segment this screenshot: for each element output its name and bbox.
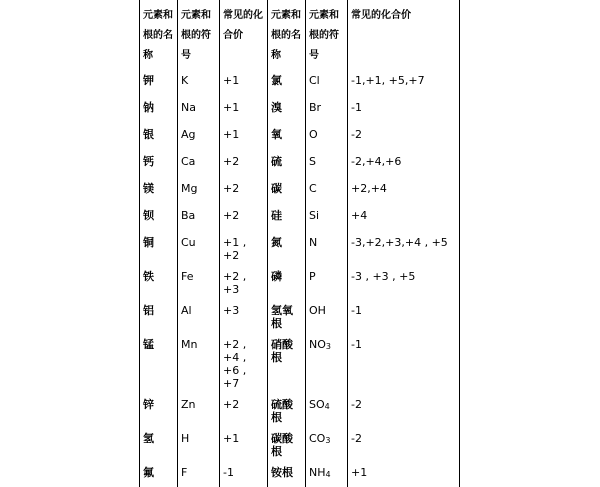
table-row [140, 460, 460, 487]
right-name-cell: 碳 [268, 176, 306, 203]
table-row [140, 426, 460, 460]
right-symbol-cell: C [306, 176, 348, 203]
left-symbol-cell: Cu [178, 230, 220, 264]
symbol-subscript: 3 [325, 436, 331, 445]
right-name-cell: 氢氧根 [268, 298, 306, 332]
right-valence-cell: -2 [348, 122, 460, 149]
right-name-cell: 氮 [268, 230, 306, 264]
left-symbol-cell: Mg [178, 176, 220, 203]
right-name-cell: 碳酸根 [268, 426, 306, 460]
right-name-cell: 铵根 [268, 460, 306, 487]
left-name-cell: 氟 [140, 460, 178, 487]
valence-table [139, 0, 460, 487]
left-symbol-cell: Ba [178, 203, 220, 230]
symbol-base: CO [309, 432, 326, 445]
header-valence-right: 常见的化合价 [348, 0, 460, 68]
right-name-cell: 溴 [268, 95, 306, 122]
table-row [140, 264, 460, 298]
right-valence-cell: -3,+2,+3,+4 , +5 [348, 230, 460, 264]
left-valence-cell: +2 , +3 [220, 264, 268, 298]
header-symbol-left: 元素和根的符号 [178, 0, 220, 68]
left-name-cell: 铁 [140, 264, 178, 298]
right-name-cell: 硝酸根 [268, 332, 306, 392]
left-symbol-cell: Ca [178, 149, 220, 176]
left-name-cell: 钙 [140, 149, 178, 176]
symbol-base: NO [309, 338, 326, 351]
left-valence-cell: +1 [220, 122, 268, 149]
right-valence-cell: -1,+1, +5,+7 [348, 68, 460, 95]
symbol-subscript: 3 [325, 342, 331, 351]
symbol-base: SO [309, 398, 325, 411]
left-valence-cell: +1 [220, 68, 268, 95]
left-valence-cell: +1 , +2 [220, 230, 268, 264]
left-symbol-cell: H [178, 426, 220, 460]
right-symbol-cell [306, 460, 348, 487]
right-name-cell: 硅 [268, 203, 306, 230]
table-row [140, 68, 460, 95]
left-name-cell: 镁 [140, 176, 178, 203]
right-valence-cell: +1 [348, 460, 460, 487]
left-valence-cell: +1 [220, 95, 268, 122]
right-valence-cell: +2,+4 [348, 176, 460, 203]
left-valence-cell: +2 [220, 392, 268, 426]
right-valence-cell: -2 [348, 426, 460, 460]
symbol-subscript: 4 [324, 402, 330, 411]
right-symbol-cell: Br [306, 95, 348, 122]
left-symbol-cell: Al [178, 298, 220, 332]
right-symbol-cell: N [306, 230, 348, 264]
left-name-cell: 铜 [140, 230, 178, 264]
right-symbol-cell [306, 332, 348, 392]
right-valence-cell: -1 [348, 332, 460, 392]
right-symbol-cell: Cl [306, 68, 348, 95]
table-row [140, 203, 460, 230]
right-name-cell: 磷 [268, 264, 306, 298]
left-symbol-cell: Na [178, 95, 220, 122]
header-name-left: 元素和根的名称 [140, 0, 178, 68]
right-valence-cell: -3 , +3 , +5 [348, 264, 460, 298]
table-row [140, 149, 460, 176]
table-row [140, 392, 460, 426]
right-symbol-cell: OH [306, 298, 348, 332]
right-valence-cell: +4 [348, 203, 460, 230]
left-valence-cell: +2 [220, 149, 268, 176]
left-name-cell: 锰 [140, 332, 178, 392]
left-name-cell: 钾 [140, 68, 178, 95]
left-symbol-cell: Zn [178, 392, 220, 426]
left-name-cell: 氢 [140, 426, 178, 460]
right-valence-cell: -1 [348, 95, 460, 122]
table-row [140, 176, 460, 203]
right-symbol-cell: Si [306, 203, 348, 230]
symbol-subscript: 4 [325, 470, 331, 479]
header-name-right: 元素和根的名称 [268, 0, 306, 68]
left-valence-cell: +2 [220, 203, 268, 230]
right-symbol-cell: S [306, 149, 348, 176]
header-valence-left: 常见的化合价 [220, 0, 268, 68]
left-name-cell: 铝 [140, 298, 178, 332]
table-row [140, 95, 460, 122]
table-row [140, 332, 460, 392]
left-valence-cell: +1 [220, 426, 268, 460]
left-symbol-cell: K [178, 68, 220, 95]
left-name-cell: 钠 [140, 95, 178, 122]
symbol-base: NH [309, 466, 326, 479]
left-valence-cell: +2 [220, 176, 268, 203]
left-valence-cell: +3 [220, 298, 268, 332]
left-symbol-cell: Ag [178, 122, 220, 149]
left-valence-cell: +2 , +4 , +6 , +7 [220, 332, 268, 392]
table-row [140, 122, 460, 149]
right-valence-cell: -1 [348, 298, 460, 332]
right-symbol-cell: O [306, 122, 348, 149]
table-row [140, 230, 460, 264]
right-name-cell: 氯 [268, 68, 306, 95]
left-name-cell: 锌 [140, 392, 178, 426]
left-name-cell: 银 [140, 122, 178, 149]
left-symbol-cell: Mn [178, 332, 220, 392]
right-symbol-cell: P [306, 264, 348, 298]
right-name-cell: 硫 [268, 149, 306, 176]
right-name-cell: 硫酸根 [268, 392, 306, 426]
left-symbol-cell: F [178, 460, 220, 487]
table-row [140, 298, 460, 332]
left-valence-cell: -1 [220, 460, 268, 487]
header-symbol-right: 元素和根的符号 [306, 0, 348, 68]
left-symbol-cell: Fe [178, 264, 220, 298]
right-symbol-cell [306, 426, 348, 460]
right-valence-cell: -2 [348, 392, 460, 426]
header-row [140, 0, 460, 68]
left-name-cell: 钡 [140, 203, 178, 230]
right-symbol-cell [306, 392, 348, 426]
right-valence-cell: -2,+4,+6 [348, 149, 460, 176]
right-name-cell: 氧 [268, 122, 306, 149]
